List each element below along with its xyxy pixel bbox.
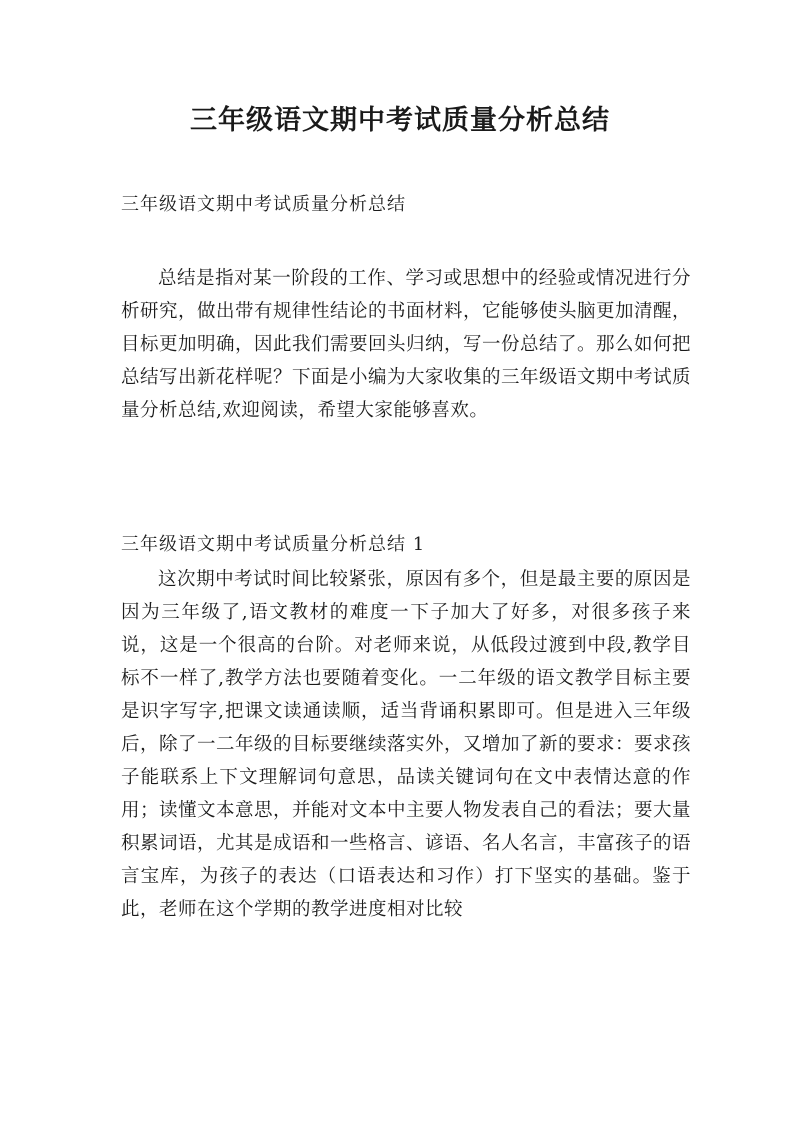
- section-body-1: 这次期中考试时间比较紧张，原因有多个，但是最主要的原因是因为三年级了,语文教材的难度一下子加大了好多，对很多孩子来说，这是一个很高的台阶。对老师来说，从低段过渡到中段,教学目标不一样了,教学方法也要随着变化。一二年级的语文教学目标主要是识字写字,把课文读通读顺，适当背诵积累即可。但是进入三年级后，除了一二年级的目标要继续落实外，又增加了新的要求：要求孩子能联系上下文理解词句意思，品读关键词句在文中表情达意的作用；读懂文本意思，并能对文本中主要人物发表自己的看法；要大量积累词语，尤其是成语和一些格言、谚语、名人名言，丰富孩子的语言宝库，为孩子的表达（口语表达和习作）打下坚实的基础。鉴于此，老师在这个学期的教学进度相对比较: [121, 569, 692, 920]
- document-title: 三年级语文期中考试质量分析总结: [190, 105, 610, 136]
- section-heading-1: 三年级语文期中考试质量分析总结 1: [121, 534, 426, 555]
- intro-paragraph: 总结是指对某一阶段的工作、学习或思想中的经验或情况进行分析研究，做出带有规律性结论的书面材料，它能够使头脑更加清醒，目标更加明确，因此我们需要回头归纳，写一份总结了。那么如何把总结写出新花样呢？下面是小编为大家收集的三年级语文期中考试质量分析总结,欢迎阅读，希望大家能够喜欢。: [121, 268, 692, 421]
- document-subtitle: 三年级语文期中考试质量分析总结: [121, 194, 406, 215]
